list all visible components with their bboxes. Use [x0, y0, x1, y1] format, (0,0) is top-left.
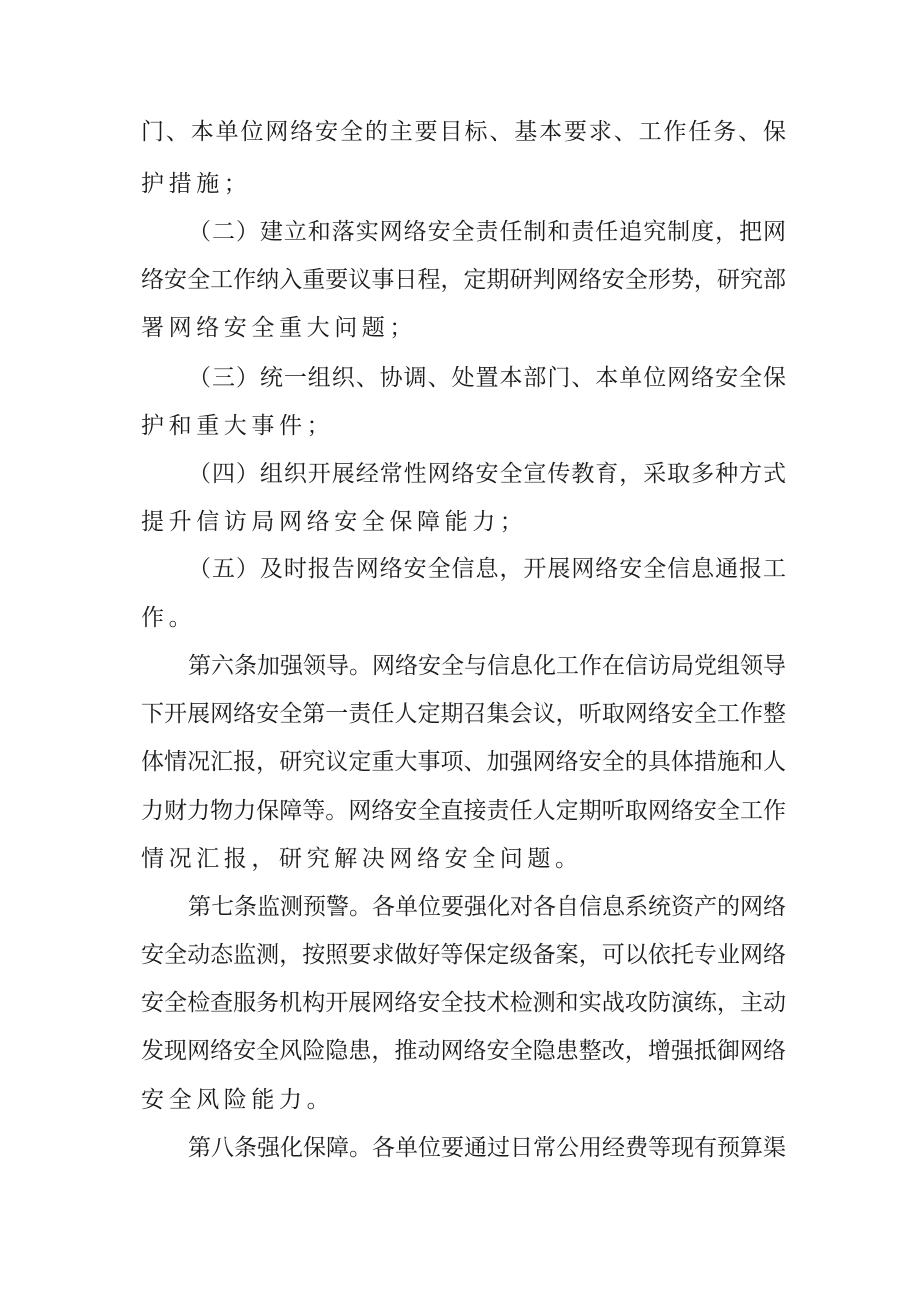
text-line-7: 护和重大事件；	[141, 413, 335, 439]
text-line-3: （二）建立和落实网络安全责任制和责任追究制度，把网	[188, 219, 786, 245]
text-line-21: 安全风险能力。	[141, 1087, 335, 1113]
text-line-20: 发现网络安全风险隐患，推动网络安全隐患整改，增强抵御网络	[141, 1038, 786, 1064]
text-line-5: 署网络安全重大问题；	[141, 315, 417, 341]
text-line-22: 第八条强化保障。各单位要通过日常公用经费等现有预算渠	[188, 1135, 786, 1161]
text-line-4: 络安全工作纳入重要议事日程，定期研判网络安全形势，研究部	[141, 267, 786, 293]
text-line-18: 安全动态监测，按照要求做好等保定级备案，可以依托专业网络	[141, 942, 786, 968]
text-line-16: 情况汇报，研究解决网络安全问题。	[141, 846, 583, 872]
text-line-2: 护措施；	[141, 171, 252, 197]
text-line-10: （五）及时报告网络安全信息，开展网络安全信息通报工	[188, 556, 786, 582]
text-line-11: 作。	[141, 605, 197, 631]
text-line-15: 力财力物力保障等。网络安全直接责任人定期听取网络安全工作	[141, 798, 786, 824]
text-line-14: 体情况汇报，研究议定重大事项、加强网络安全的具体措施和人	[141, 749, 786, 775]
text-line-12: 第六条加强领导。网络安全与信息化工作在信访局党组领导	[188, 653, 786, 679]
text-line-1: 门、本单位网络安全的主要目标、基本要求、工作任务、保	[141, 119, 786, 145]
text-line-8: （四）组织开展经常性网络安全宣传教育，采取多种方式	[188, 461, 786, 487]
text-line-9: 提升信访局网络安全保障能力；	[141, 509, 528, 535]
text-line-6: （三）统一组织、协调、处置本部门、本单位网络安全保	[188, 365, 786, 391]
text-line-17: 第七条监测预警。各单位要强化对各自信息系统资产的网络	[188, 894, 786, 920]
text-line-13: 下开展网络安全第一责任人定期召集会议，听取网络安全工作整	[141, 701, 786, 727]
text-line-19: 安全检查服务机构开展网络安全技术检测和实战攻防演练，主动	[141, 990, 786, 1016]
